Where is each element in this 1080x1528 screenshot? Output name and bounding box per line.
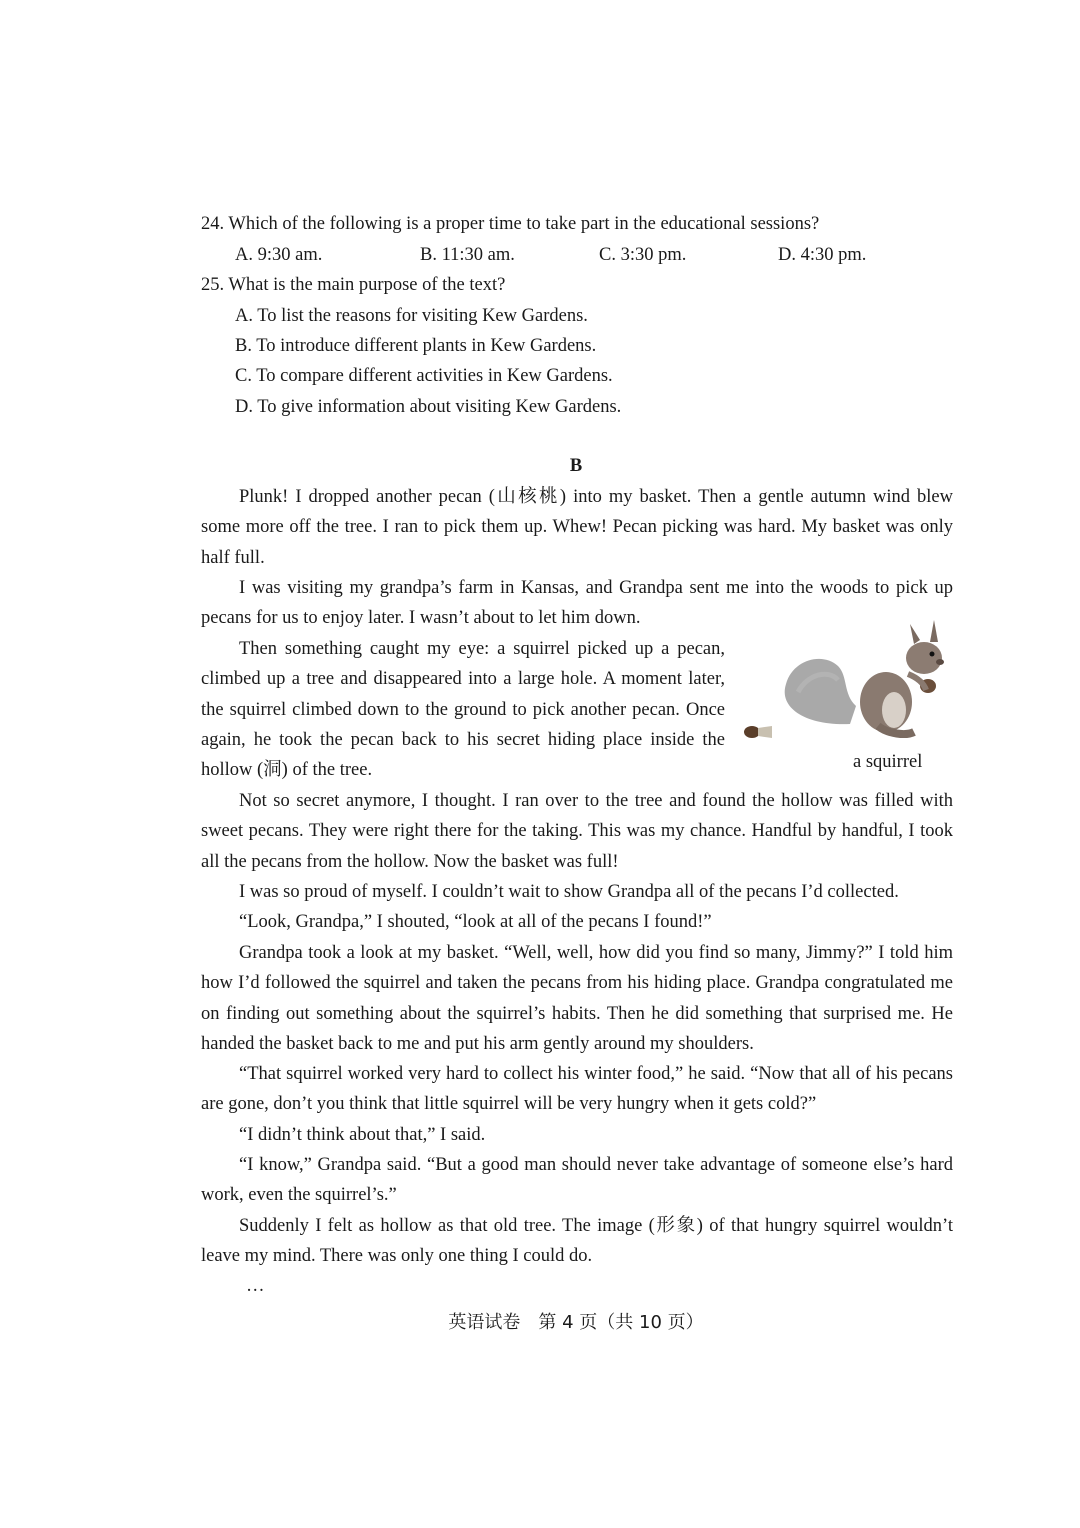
question-25-option-d: D. To give information about visiting Kew Gardens. <box>235 397 622 417</box>
figure-caption: a squirrel <box>853 752 923 772</box>
question-25-stem: 25. What is the main purpose of the text? <box>201 275 506 295</box>
passage-paragraph-1: Plunk! I dropped another pecan (山核桃) into my basket. Then a gentle autumn wind blew some more off the tree. I ran to pick them up. Whew! Pecan picking was hard. My basket was only half full. <box>201 487 953 568</box>
passage-paragraph-3: Then something caught my eye: a squirrel picked up a pecan, climbed up a tree and disappeared into a large hole. A moment later, the squirrel climbed down to the ground to pick another pecan. Once again, he took the pecan back to his secret hiding place inside the hollow (洞) of the tree. <box>201 639 725 781</box>
section-b-title: B <box>569 456 583 476</box>
question-25-option-b: B. To introduce different plants in Kew Gardens. <box>235 336 597 356</box>
question-24-option-a: A. 9:30 am. <box>235 245 323 265</box>
passage-ellipsis: … <box>246 1276 267 1296</box>
passage-paragraph-4: Not so secret anymore, I thought. I ran over to the tree and found the hollow was filled with sweet pecans. They were right there for the taking. This was my chance. Handful by handful, I took all the pecans from the hollow. Now the basket was full! <box>201 791 953 872</box>
question-24-stem: 24. Which of the following is a proper time to take part in the educational sessions? <box>201 214 820 234</box>
passage-paragraph-11: Suddenly I felt as hollow as that old tree. The image (形象) of that hungry squirrel wouldn’t leave my mind. There was only one thing I could do. <box>201 1216 953 1267</box>
passage-paragraph-8: “That squirrel worked very hard to collect his winter food,” he said. “Now that all of his pecans are gone, don’t you think that little squirrel will be very hungry when it gets cold?” <box>201 1064 953 1115</box>
question-24-option-b: B. 11:30 am. <box>420 245 515 265</box>
question-24-option-d: D. 4:30 pm. <box>778 245 867 265</box>
page-footer: 英语试卷 第 4 页（共 10 页） <box>448 1312 704 1333</box>
passage-paragraph-6: “Look, Grandpa,” I shouted, “look at all of the pecans I found!” <box>239 912 712 932</box>
squirrel-illustration <box>738 614 953 749</box>
passage-paragraph-5: I was so proud of myself. I couldn’t wait to show Grandpa all of the pecans I’d collected. <box>239 882 899 902</box>
passage-paragraph-9: “I didn’t think about that,” I said. <box>239 1125 486 1145</box>
question-24-option-c: C. 3:30 pm. <box>599 245 687 265</box>
question-25-option-c: C. To compare different activities in Kew Gardens. <box>235 366 613 386</box>
passage-paragraph-7: Grandpa took a look at my basket. “Well, well, how did you find so many, Jimmy?” I told him how I’d followed the squirrel and taken the pecans from his hiding place. Grandpa congratulated me on finding out something about the squirrel’s habits. Then he did something that surprised me. He handed the basket back to me and put his arm gently around my shoulders. <box>201 943 953 1054</box>
passage-paragraph-10: “I know,” Grandpa said. “But a good man should never take advantage of someone else’s hard work, even the squirrel’s.” <box>201 1155 953 1206</box>
question-25-option-a: A. To list the reasons for visiting Kew Gardens. <box>235 306 588 326</box>
passage-paragraph-2: I was visiting my grandpa’s farm in Kansas, and Grandpa sent me into the woods to pick up pecans for us to enjoy later. I wasn’t about to let him down. <box>201 578 953 629</box>
